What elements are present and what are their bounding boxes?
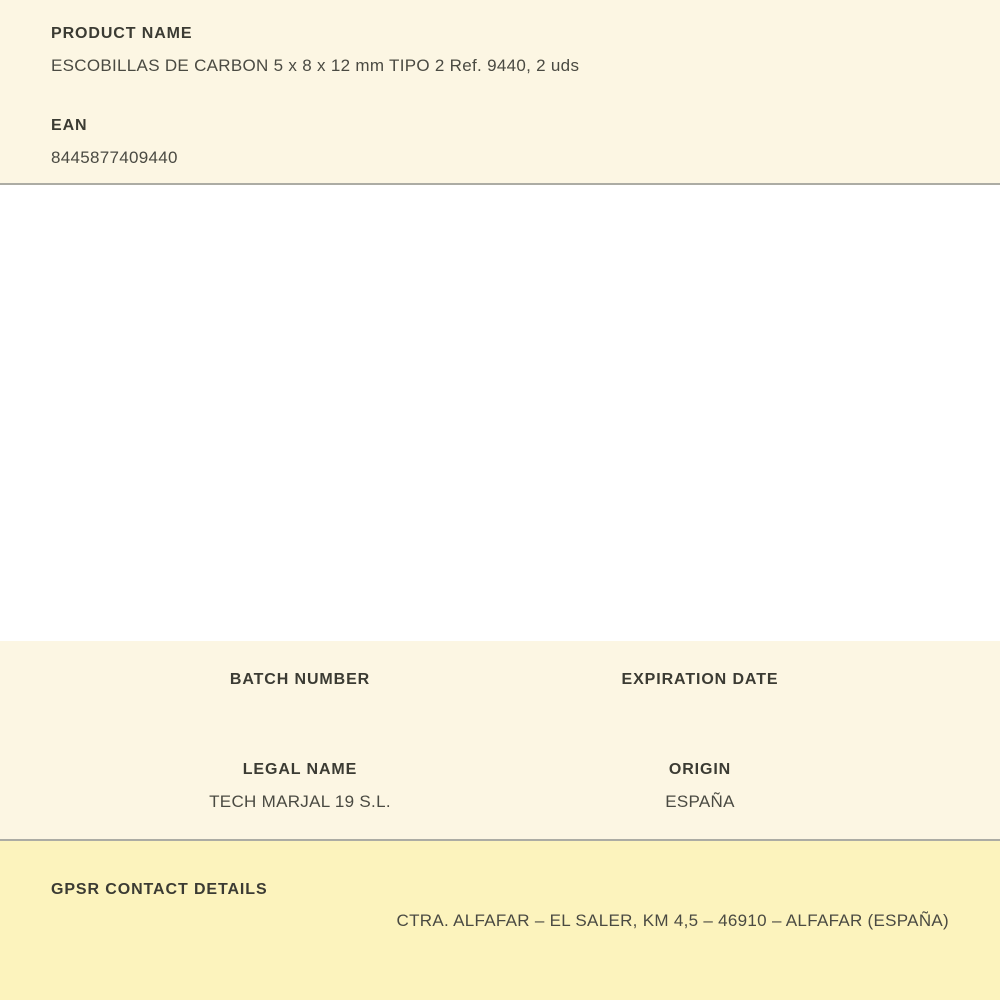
product-name-label: PRODUCT NAME xyxy=(51,25,193,42)
expiration-date-label: EXPIRATION DATE xyxy=(621,671,779,688)
origin-value: ESPAÑA xyxy=(665,792,735,811)
info-grid xyxy=(100,671,900,812)
origin-field xyxy=(500,761,900,812)
expiration-date-field xyxy=(500,671,900,722)
product-name-value: ESCOBILLAS DE CARBON 5 x 8 x 12 mm TIPO 2 Ref. 9440, 2 uds xyxy=(51,56,580,75)
product-header-section xyxy=(0,0,1000,185)
batch-number-value xyxy=(100,701,500,722)
batch-info-section xyxy=(0,641,1000,841)
gpsr-contact-address: CTRA. ALFAFAR – EL SALER, KM 4,5 – 46910 – ALFAFAR (ESPAÑA) xyxy=(396,911,949,930)
gpsr-contact-label: GPSR CONTACT DETAILS xyxy=(51,881,268,898)
expiration-date-value xyxy=(500,701,900,722)
legal-name-label: LEGAL NAME xyxy=(242,761,358,778)
product-image-area xyxy=(0,185,1000,641)
batch-number-field xyxy=(100,671,500,722)
ean-value: 8445877409440 xyxy=(51,148,178,167)
batch-number-label: BATCH NUMBER xyxy=(229,671,371,688)
legal-name-field xyxy=(100,761,500,812)
gpsr-contact-section xyxy=(0,841,1000,1000)
legal-name-value: TECH MARJAL 19 S.L. xyxy=(209,792,391,811)
origin-label: ORIGIN xyxy=(668,761,732,778)
ean-label: EAN xyxy=(51,117,88,134)
